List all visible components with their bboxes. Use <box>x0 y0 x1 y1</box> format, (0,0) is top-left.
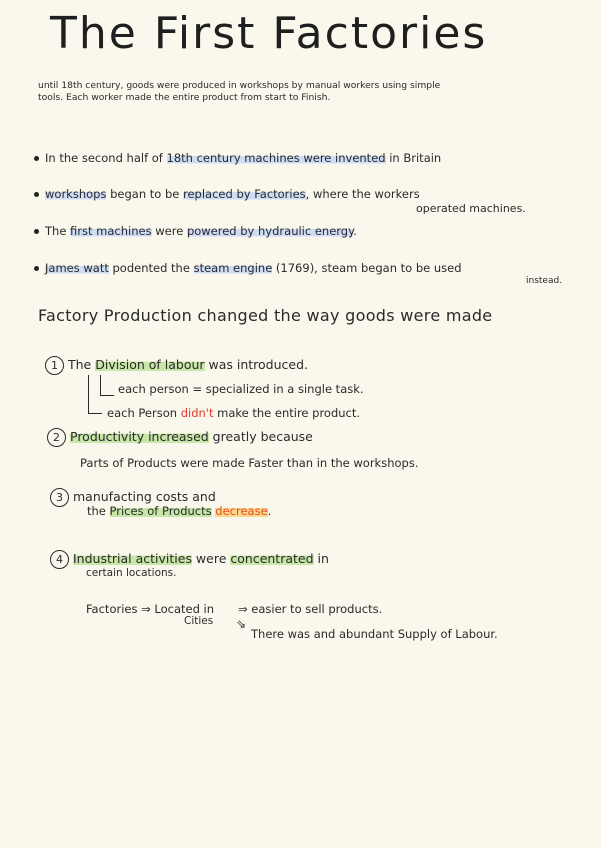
bullet-text: podented the <box>108 261 194 275</box>
bullet-dot <box>34 266 39 271</box>
highlight-green: Division of labour <box>95 357 205 372</box>
intro-paragraph <box>38 80 440 104</box>
bullet-text: , where the workers <box>305 187 420 201</box>
item-1-sub-1: each person = specialized in a single task. <box>118 382 364 396</box>
tree-line <box>88 375 89 413</box>
bullet-dot <box>34 192 39 197</box>
item-4-sub: certain locations. <box>86 567 177 579</box>
bullet-2 <box>34 187 420 201</box>
highlight-blue: powered by hydraulic energy <box>186 224 354 238</box>
bullet-1 <box>34 151 441 165</box>
item-text: manufacting costs and <box>73 489 216 504</box>
bullet-text: . <box>353 224 357 238</box>
highlight-green: Prices of Products <box>109 504 212 518</box>
item-1-sub-2 <box>107 406 360 420</box>
tree-line <box>100 395 114 396</box>
highlight-blue: workshops <box>45 187 107 201</box>
highlight-green: Industrial activities <box>73 551 192 566</box>
bullet-text: In the second half of <box>45 151 167 165</box>
intro-line-1: until 18th century, goods were produced in workshops by manual workers using simple <box>38 80 441 91</box>
item-1 <box>45 356 308 375</box>
item-text: each Person <box>107 406 181 420</box>
bullet-text: in Britain <box>385 151 442 165</box>
number-circle: 2 <box>47 428 66 447</box>
bullet-text: (1769), steam began to be used <box>272 261 462 275</box>
item-2-sub: Parts of Products were made Faster than in the workshops. <box>80 456 419 470</box>
bullet-dot <box>34 156 39 161</box>
item-text: make the entire product. <box>213 406 361 420</box>
section-heading: Factory Production changed the way goods were made <box>38 306 493 325</box>
item-3-line-2 <box>87 504 271 518</box>
tree-line <box>88 413 102 414</box>
bullet-4-continuation: instead. <box>526 276 563 286</box>
factories-reason-2: There was and abundant Supply of Labour. <box>251 627 498 641</box>
highlight-blue: first machines <box>70 224 152 238</box>
item-text: The <box>68 357 96 372</box>
item-text: the <box>87 504 110 518</box>
red-text: didn't <box>180 406 214 420</box>
bullet-3 <box>34 224 357 238</box>
highlight-green: Productivity increased <box>70 429 209 444</box>
item-text: in <box>313 551 329 566</box>
bullet-dot <box>34 229 39 234</box>
item-text: greatly because <box>208 429 313 444</box>
item-text: . <box>267 504 272 518</box>
number-circle: 3 <box>50 488 69 507</box>
highlight-blue: replaced by Factories <box>183 187 306 201</box>
factories-cities: Cities <box>184 615 214 627</box>
arrow-icon: ⇘ <box>236 617 247 631</box>
number-circle: 4 <box>50 550 69 569</box>
item-text: were <box>191 551 231 566</box>
item-2 <box>47 428 313 447</box>
tree-line <box>100 375 101 395</box>
factories-label: Factories ⇒ Located in <box>86 602 215 616</box>
page-title: The First Factories <box>50 8 488 59</box>
highlight-blue: steam engine <box>193 261 273 275</box>
item-text: was introduced. <box>204 357 309 372</box>
number-circle: 1 <box>45 356 64 375</box>
bullet-4 <box>34 261 462 275</box>
highlight-blue: James watt <box>45 261 109 275</box>
highlight-orange: decrease <box>215 504 268 518</box>
highlight-green: concentrated <box>230 551 314 566</box>
intro-line-2: tools. Each worker made the entire product from start to Finish. <box>38 92 331 103</box>
bullet-text: were <box>151 224 187 238</box>
factories-reason-1: ⇒ easier to sell products. <box>238 602 383 616</box>
highlight-blue: 18th century machines were invented <box>166 151 386 165</box>
bullet-2-continuation: operated machines. <box>416 202 526 215</box>
bullet-text: began to be <box>106 187 183 201</box>
bullet-text: The <box>45 224 71 238</box>
